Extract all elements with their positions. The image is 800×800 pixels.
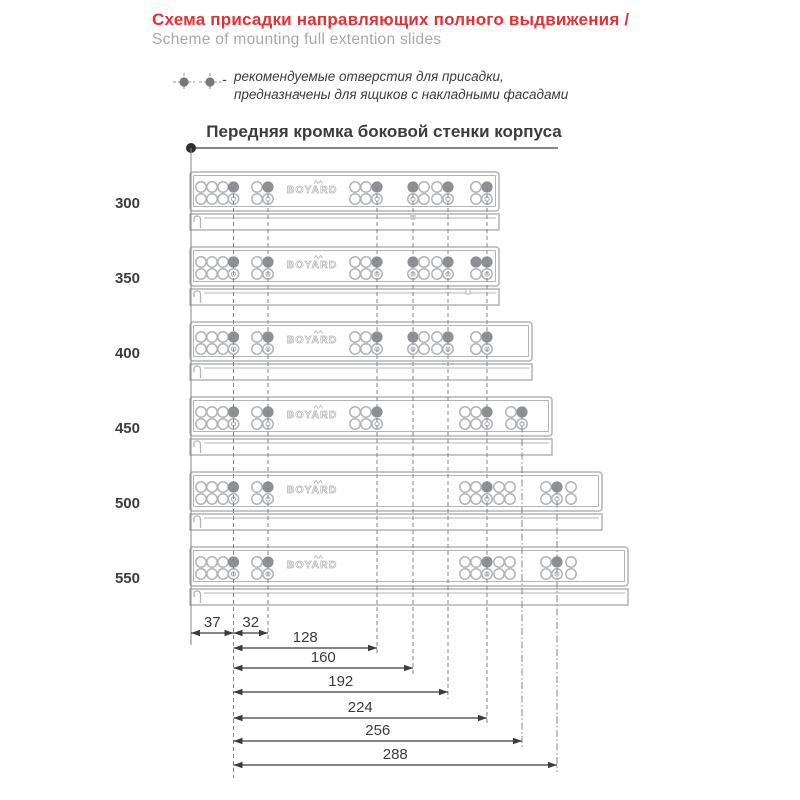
hole-open bbox=[566, 569, 576, 579]
hole-open bbox=[471, 344, 481, 354]
hole-open bbox=[471, 419, 481, 429]
dimension-value: 37 bbox=[203, 614, 221, 631]
hole-open bbox=[361, 182, 371, 192]
hole-open bbox=[494, 482, 504, 492]
svg-text:BOYARD: BOYARD bbox=[286, 559, 338, 571]
arrowhead-right-icon bbox=[513, 738, 522, 744]
slide-lower-rail bbox=[190, 364, 532, 380]
svg-text:BOYARD: BOYARD bbox=[286, 409, 338, 421]
hole-open bbox=[541, 494, 551, 504]
hole-open bbox=[252, 269, 262, 279]
arrowhead-right-icon bbox=[439, 689, 448, 695]
hole-open bbox=[252, 419, 262, 429]
dimension-37 bbox=[191, 614, 234, 636]
hole-open bbox=[432, 344, 442, 354]
hole-open bbox=[218, 269, 228, 279]
slide-upper-rail bbox=[190, 397, 552, 436]
hole-open bbox=[506, 407, 516, 417]
slide-350 bbox=[115, 247, 499, 305]
hole-open bbox=[207, 269, 217, 279]
hole-open bbox=[350, 344, 360, 354]
hole-open bbox=[432, 182, 442, 192]
slide-upper-rail bbox=[190, 322, 532, 361]
page-subtitle: Scheme of mounting full extention slides bbox=[152, 31, 442, 48]
hole-open bbox=[460, 494, 470, 504]
hole-open bbox=[432, 257, 442, 267]
slide-400 bbox=[115, 322, 532, 380]
hole-open bbox=[350, 407, 360, 417]
hole-open bbox=[207, 257, 217, 267]
hole-open bbox=[252, 332, 262, 342]
slide-450 bbox=[115, 397, 552, 455]
hole-open bbox=[207, 482, 217, 492]
hole-open bbox=[541, 482, 551, 492]
dimension-value: 224 bbox=[347, 699, 373, 716]
slide-lower-rail bbox=[190, 439, 552, 455]
arrowhead-right-icon bbox=[548, 762, 557, 768]
hole-open bbox=[196, 569, 206, 579]
hole-open bbox=[207, 407, 217, 417]
dimension-288 bbox=[234, 746, 558, 768]
hole-open bbox=[218, 332, 228, 342]
hole-open bbox=[541, 569, 551, 579]
hole-open bbox=[218, 407, 228, 417]
hole-open bbox=[196, 194, 206, 204]
hole-open bbox=[494, 494, 504, 504]
arrowhead-left-icon bbox=[234, 645, 243, 651]
dimension-224 bbox=[234, 699, 488, 721]
arrowhead-left-icon bbox=[234, 762, 243, 768]
hole-open bbox=[207, 182, 217, 192]
hole-open bbox=[419, 344, 429, 354]
hole-open bbox=[471, 494, 481, 504]
slide-lower-rail bbox=[190, 589, 628, 605]
hole-open bbox=[505, 557, 515, 567]
hole-open bbox=[207, 569, 217, 579]
hole-open bbox=[252, 194, 262, 204]
hole-open bbox=[361, 344, 371, 354]
hole-open bbox=[361, 257, 371, 267]
hole-open bbox=[218, 182, 228, 192]
hole-open bbox=[361, 419, 371, 429]
svg-text:BOYARD: BOYARD bbox=[286, 334, 338, 346]
slide-lower-rail bbox=[190, 289, 499, 305]
hole-open bbox=[350, 182, 360, 192]
hole-open bbox=[506, 419, 516, 429]
hole-open bbox=[218, 494, 228, 504]
hole-open bbox=[218, 344, 228, 354]
legend-dash: - bbox=[222, 71, 227, 87]
dimension-128 bbox=[234, 629, 378, 651]
dimension-256 bbox=[234, 722, 523, 744]
slide-length-label: 400 bbox=[114, 345, 140, 362]
arrowhead-left-icon bbox=[191, 630, 200, 636]
slide-500 bbox=[115, 472, 602, 530]
hole-open bbox=[196, 269, 206, 279]
dimension-192 bbox=[234, 673, 449, 695]
arrowhead-right-icon bbox=[259, 630, 268, 636]
hole-open bbox=[218, 257, 228, 267]
hole-open bbox=[207, 344, 217, 354]
arrowhead-left-icon bbox=[234, 738, 243, 744]
hole-open bbox=[494, 569, 504, 579]
slide-length-label: 500 bbox=[114, 495, 140, 512]
hole-open bbox=[207, 494, 217, 504]
hole-open bbox=[460, 557, 470, 567]
hole-open bbox=[419, 257, 429, 267]
hole-open bbox=[432, 194, 442, 204]
slide-length-label: 550 bbox=[114, 570, 140, 587]
hole-open bbox=[196, 482, 206, 492]
hole-open bbox=[207, 557, 217, 567]
hole-open bbox=[505, 482, 515, 492]
hole-open bbox=[196, 407, 206, 417]
hole-open bbox=[350, 194, 360, 204]
hole-open bbox=[471, 557, 481, 567]
arrowhead-right-icon bbox=[404, 665, 413, 671]
slide-lower-rail bbox=[190, 214, 499, 230]
dimension-value: 32 bbox=[242, 614, 260, 631]
hole-open bbox=[252, 569, 262, 579]
hole-open bbox=[460, 569, 470, 579]
hole-open bbox=[252, 407, 262, 417]
hole-open bbox=[252, 494, 262, 504]
hole-open bbox=[252, 257, 262, 267]
hole-open bbox=[419, 332, 429, 342]
arrowhead-left-icon bbox=[234, 689, 243, 695]
front-edge-label: Передняя кромка боковой стенки корпуса bbox=[206, 122, 562, 141]
dimension-value: 288 bbox=[382, 746, 408, 763]
hole-open bbox=[419, 194, 429, 204]
hole-open bbox=[252, 557, 262, 567]
hole-open bbox=[419, 269, 429, 279]
arrowhead-right-icon bbox=[225, 630, 234, 636]
hole-open bbox=[471, 269, 481, 279]
arrowhead-right-icon bbox=[478, 715, 487, 721]
dimension-value: 256 bbox=[365, 722, 391, 739]
hole-open bbox=[252, 482, 262, 492]
hole-open bbox=[471, 332, 481, 342]
hole-open bbox=[471, 407, 481, 417]
slide-upper-rail bbox=[190, 472, 602, 511]
hole-open bbox=[505, 569, 515, 579]
hole-open bbox=[207, 194, 217, 204]
arrowhead-left-icon bbox=[234, 715, 243, 721]
hole-open bbox=[218, 419, 228, 429]
hole-open bbox=[252, 182, 262, 192]
arrowhead-right-icon bbox=[368, 645, 377, 651]
hole-open bbox=[196, 332, 206, 342]
hole-open bbox=[196, 257, 206, 267]
hole-open bbox=[460, 407, 470, 417]
hole-open bbox=[566, 482, 576, 492]
dimension-32 bbox=[234, 614, 269, 636]
hole-filled bbox=[470, 256, 481, 267]
slide-length-label: 350 bbox=[114, 270, 140, 287]
hole-open bbox=[471, 569, 481, 579]
hole-open bbox=[218, 482, 228, 492]
hole-open bbox=[460, 482, 470, 492]
hole-open bbox=[494, 557, 504, 567]
hole-open bbox=[350, 257, 360, 267]
hole-open bbox=[471, 194, 481, 204]
hole-open bbox=[218, 569, 228, 579]
hole-open bbox=[196, 419, 206, 429]
hole-open bbox=[432, 332, 442, 342]
hole-open bbox=[218, 557, 228, 567]
hole-open bbox=[419, 182, 429, 192]
slide-length-label: 300 bbox=[114, 195, 140, 212]
arrowhead-left-icon bbox=[234, 665, 243, 671]
hole-open bbox=[460, 419, 470, 429]
hole-open bbox=[566, 494, 576, 504]
svg-text:BOYARD: BOYARD bbox=[286, 484, 338, 496]
slide-300 bbox=[115, 172, 499, 230]
legend-line-2: предназначены для ящиков с накладными фасадами bbox=[234, 87, 569, 102]
slide-length-label: 450 bbox=[114, 420, 140, 437]
hole-open bbox=[432, 269, 442, 279]
hole-open bbox=[218, 194, 228, 204]
hole-open bbox=[361, 194, 371, 204]
hole-open bbox=[350, 419, 360, 429]
hole-open bbox=[566, 557, 576, 567]
arrowhead-left-icon bbox=[234, 630, 243, 636]
hole-open bbox=[350, 332, 360, 342]
hole-open bbox=[196, 494, 206, 504]
hole-open bbox=[471, 482, 481, 492]
hole-open bbox=[361, 407, 371, 417]
page-title: Схема присадки направляющих полного выдвижения / bbox=[152, 10, 630, 29]
hole-open bbox=[252, 344, 262, 354]
rail-notch bbox=[466, 289, 470, 294]
slide-lower-rail bbox=[190, 514, 602, 530]
hole-open bbox=[196, 344, 206, 354]
hole-open bbox=[541, 557, 551, 567]
hole-open bbox=[361, 332, 371, 342]
dimension-value: 160 bbox=[310, 649, 336, 666]
legend-line-1: рекомендуемые отверстия для присадки, bbox=[234, 69, 504, 84]
hole-open bbox=[471, 182, 481, 192]
svg-text:BOYARD: BOYARD bbox=[286, 259, 338, 271]
slide-550 bbox=[115, 547, 628, 605]
hole-open bbox=[361, 269, 371, 279]
hole-open bbox=[207, 419, 217, 429]
hole-open bbox=[207, 332, 217, 342]
hole-open bbox=[505, 494, 515, 504]
hole-open bbox=[196, 557, 206, 567]
hole-open bbox=[196, 182, 206, 192]
svg-text:BOYARD: BOYARD bbox=[286, 184, 338, 196]
dimension-160 bbox=[234, 649, 414, 671]
dimension-value: 128 bbox=[292, 629, 318, 646]
hole-open bbox=[350, 269, 360, 279]
dimension-value: 192 bbox=[328, 673, 354, 690]
